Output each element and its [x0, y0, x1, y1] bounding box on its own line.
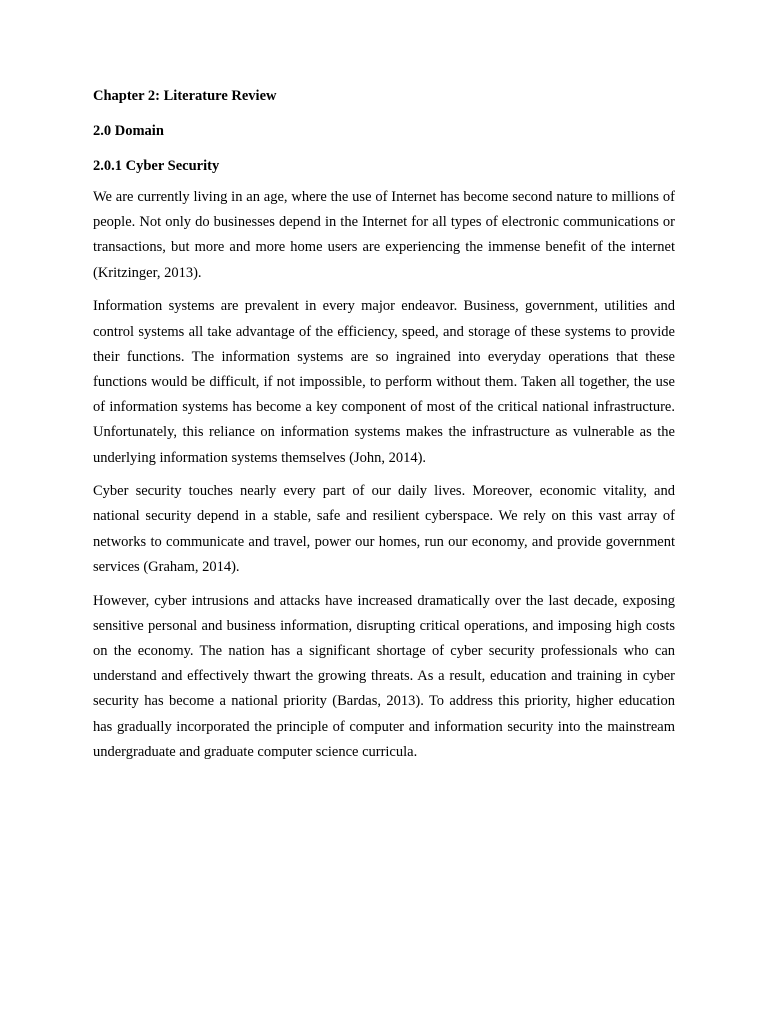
paragraph-3: Cyber security touches nearly every part of our daily lives. Moreover, economic vitality, and national security depend in a stable, safe and resilient cyberspace. We rely on this vast array of networks to communicate and travel, power our homes, run our economy, and provide government services (Graham, 2014). — [93, 483, 675, 575]
document-page — [93, 86, 675, 765]
paragraph-4: However, cyber intrusions and attacks have increased dramatically over the last decade, exposing sensitive personal and business information, disrupting critical operations, and imposing high costs on the economy. The nation has a significant shortage of cyber security professionals who can understand and effectively thwart the growing threats. As a result, education and training in cyber security has become a national priority (Bardas, 2013). To address this priority, higher education has gradually incorporated the principle of computer and information security into the mainstream undergraduate and graduate computer science curricula. — [93, 592, 675, 760]
section-title: 2.0 Domain — [93, 123, 164, 139]
paragraph-2: Information systems are prevalent in every major endeavor. Business, government, utilities and control systems all take advantage of the efficiency, speed, and storage of these systems to provide their functions. The information systems are so ingrained into everyday operations that these functions would be difficult, if not impossible, to perform without them. Taken all together, the use of information systems has become a key component of most of the critical national infrastructure. Unfortunately, this reliance on information systems makes the infrastructure as vulnerable as the underlying information systems themselves (John, 2014). — [93, 298, 675, 466]
chapter-title: Chapter 2: Literature Review — [93, 88, 277, 104]
subsection-title: 2.0.1 Cyber Security — [93, 158, 220, 174]
paragraph-1: We are currently living in an age, where the use of Internet has become second nature to millions of people. Not only do businesses depend in the Internet for all types of electronic communications or transactions, but more and more home users are experiencing the immense benefit of the internet (Kritzinger, 2013). — [93, 189, 675, 281]
